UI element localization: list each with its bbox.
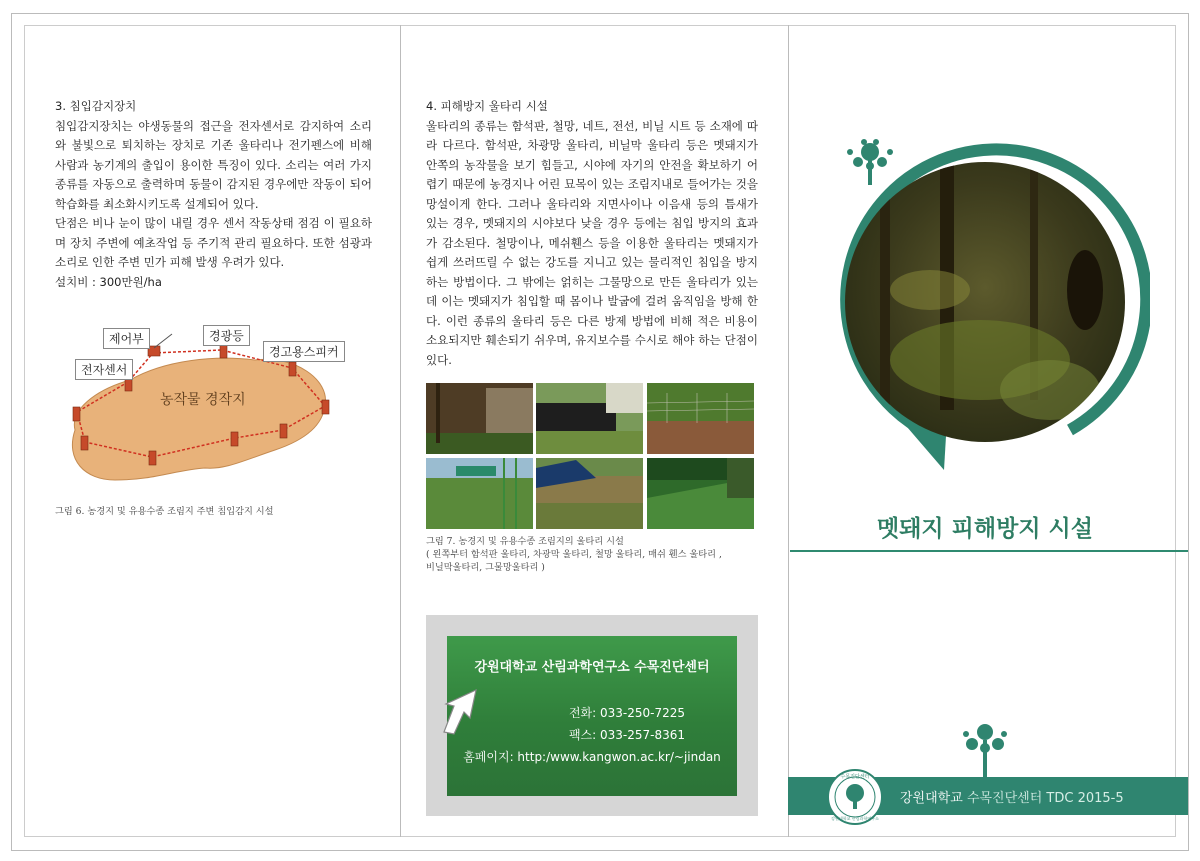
section-title-fence: 4. 피해방지 울타리 시설 (426, 99, 548, 113)
fence-photo-grid (426, 383, 754, 529)
label-speaker: 경고용스피커 (263, 341, 345, 362)
footer-org: 강원대학교 (900, 791, 963, 806)
figure-7-caption (426, 535, 766, 574)
figure-6-caption: 그림 6. 농경지 및 유용수종 조림지 주변 침입감지 시설 (55, 506, 274, 517)
label-warning-light: 경광등 (203, 325, 250, 346)
photo-vinyl-fence (536, 458, 643, 529)
title-rule (790, 550, 1188, 552)
middle-panel (426, 97, 758, 370)
fold-line-1 (400, 25, 401, 837)
contact-homepage: 홈페이지: http:/www.kangwon.ac.kr/~jindan (463, 750, 721, 764)
intrusion-paragraph-1: 침입감지장치는 야생동물의 접근을 전자센서로 감지하여 소리와 불빛으로 퇴치하는 장치로 기존 울타리나 전기펜스에 비해 사람과 농기계의 출입이 용이한 특징이 있다. 소리는 여러 가지 종류를 자동으로 출력하며 동물이 감지된 경우에만 작동이 되어 학습화를 최소화시키도록 설계되어 있다. (55, 118, 372, 211)
photo-net-fence (647, 458, 754, 529)
brochure-title: 멧돼지 피해방지 시설 (877, 516, 1093, 542)
label-sensor: 전자센서 (75, 359, 133, 380)
photo-shade-net-fence (536, 383, 643, 454)
figure-7-caption-line-3: 비닐막울타리, 그물망울타리 ) (426, 562, 545, 573)
footer-detail: 수목진단센터 TDC 2015-5 (966, 791, 1124, 806)
seal-text-top: 수목진단센터 (840, 774, 870, 780)
tree-icon-bottom (960, 720, 1010, 780)
contact-phone: 전화: 033-250-7225 (568, 706, 686, 720)
section-title-intrusion: 3. 침입감지장치 (55, 99, 137, 113)
intrusion-sensor-diagram (55, 320, 375, 500)
contact-fax: 팩스: 033-257-8361 (568, 728, 686, 742)
institute-seal-logo (826, 768, 884, 826)
figure-7-caption-line-2: ( 왼쪽부터 함석판 울타리, 차광막 울타리, 철망 울타리, 매쉬 휀스 울타리 , (426, 549, 722, 560)
cursor-arrow-icon (440, 688, 490, 738)
label-controller: 제어부 (103, 328, 150, 349)
fence-paragraph: 울타리의 종류는 함석판, 철망, 네트, 전선, 비닐 시트 등 소재에 따라 다르다. 함석판, 차광망 울타리, 비닐막 울타리 등은 멧돼지가 안쪽의 농작물을 보기 힘들고, 시야에 자기의 안전을 확보하기 어렵기 때문에 농경지나 어린 묘목이 있는 조림지내로 들어가는 것을 망설이게 한다. 그러나 울타리와 지면사이나 이음새 등의 틈새가 있는 경우, 멧돼지의 시야보다 낮을 경우 등에는 침입 방지의 효과가 감소된다. 철망이나, 메쉬휀스 등을 이용한 울타리는 멧돼지가 쉽게 쓰러뜨릴 수 없는 강도를 지니고 있는 물리적인 침입을 방지하는 방법이다. 그 밖에는 얽히는 그물망으로 만든 울타리가 있는데 이는 멧돼지가 침입할 때 몸이나 발굽에 걸려 움직임을 방해 한다. 이런 종류의 울타리 등은 다른 방제 방법에 비해 적은 비용이 소요되지만 훼손되기 쉬우며, 유지보수를 수시로 해야 하는 단점이 있다. (426, 118, 758, 367)
install-cost: 설치비 : 300만원/ha (55, 274, 162, 289)
label-farmland: 농작물 경작지 (160, 392, 246, 408)
forest-photo-circle (820, 130, 1150, 480)
photo-wire-mesh-fence (647, 383, 754, 454)
footer-text (900, 787, 1124, 806)
fold-line-2 (788, 25, 789, 837)
contact-title: 강원대학교 산림과학연구소 수목진단센터 (474, 660, 710, 675)
figure-7-caption-line-1: 그림 7. 농경지 및 유용수종 조림지의 울타리 시설 (426, 536, 624, 547)
contact-box (447, 636, 737, 796)
left-panel (55, 97, 372, 292)
photo-mesh-fence (426, 458, 533, 529)
intrusion-paragraph-2: 단점은 비나 눈이 많이 내릴 경우 센서 작동상태 점검 이 필요하며 장치 주변에 예초작업 등 주기적 관리 필요하다. 또한 섬광과 소리로 인한 주변 민가 피해 발생 우려가 있다. (55, 216, 372, 269)
seal-text-bottom: 강원대학교 산림과학연구소 (831, 816, 879, 821)
tree-icon-top (847, 139, 893, 185)
photo-tin-fence (426, 383, 533, 454)
